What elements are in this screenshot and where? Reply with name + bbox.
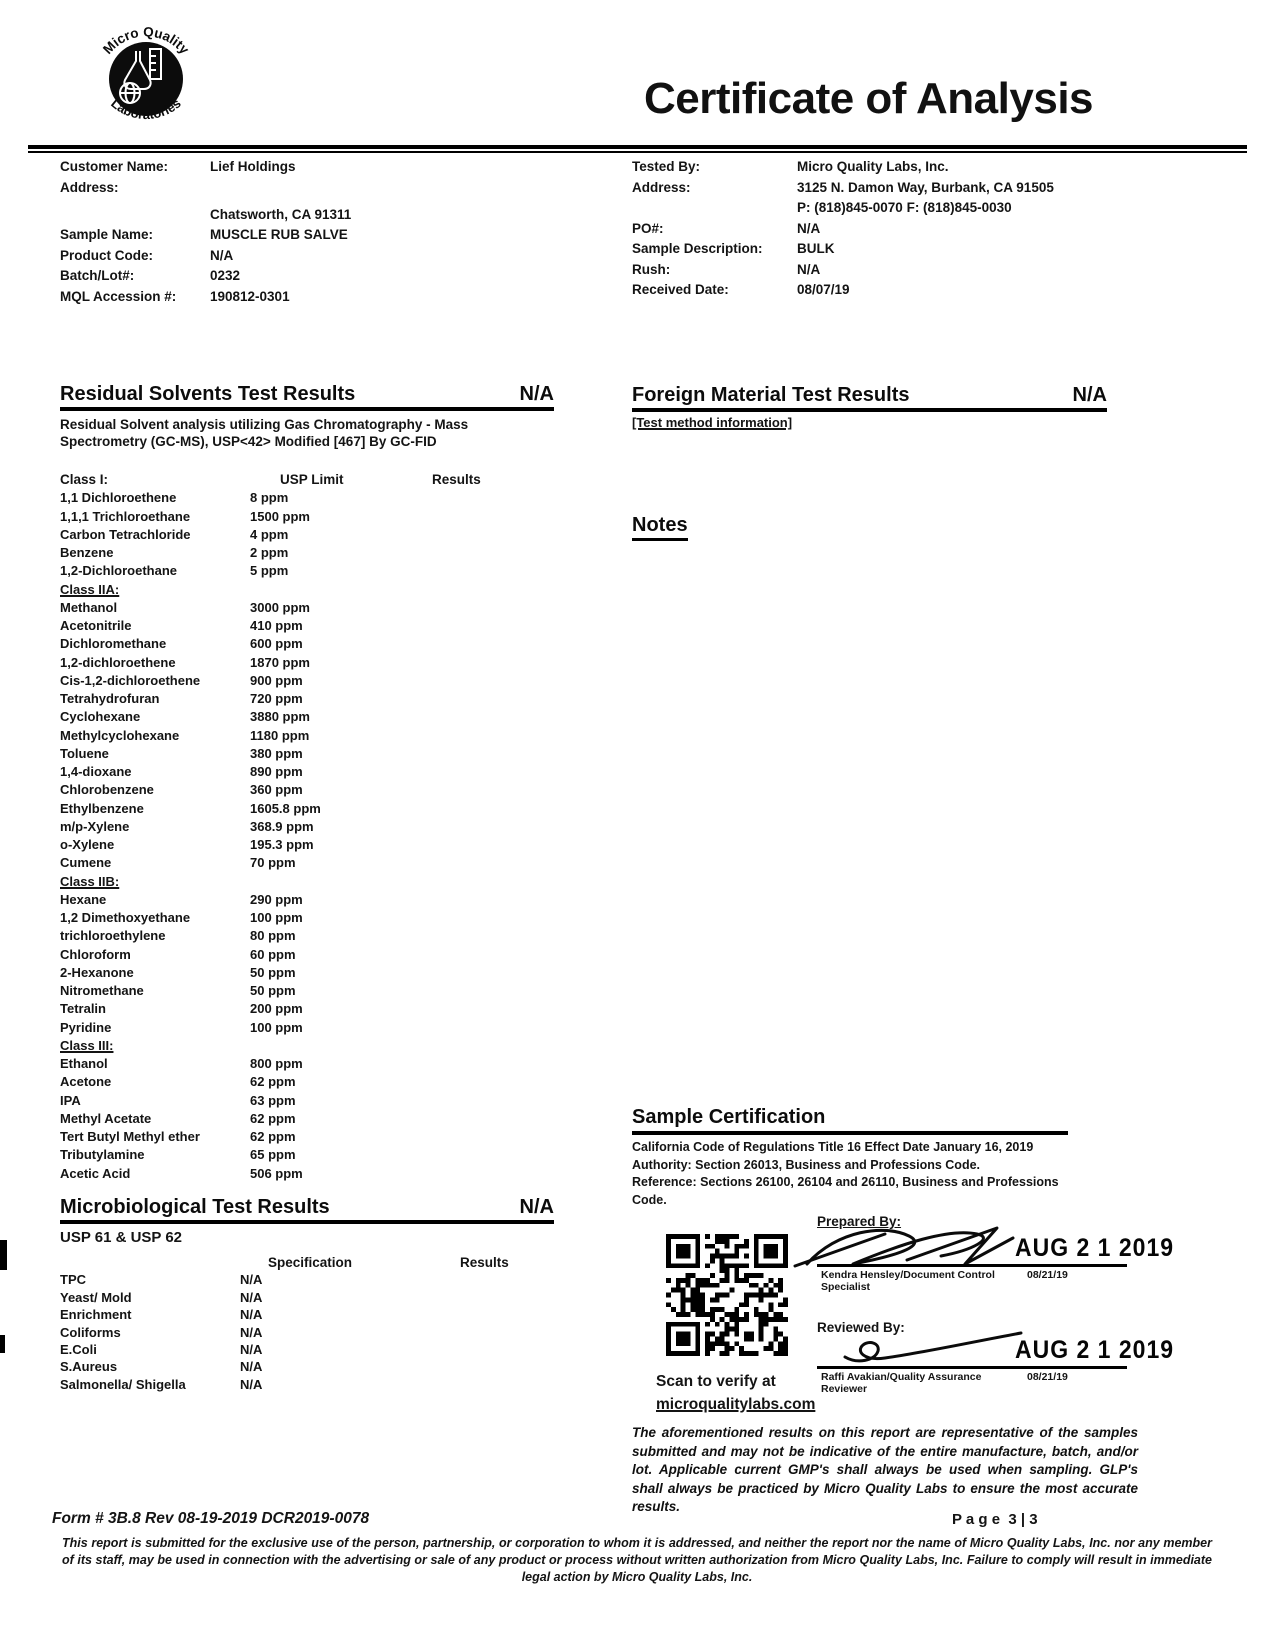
- scan-artifact: [0, 1335, 5, 1353]
- test-specification: N/A: [240, 1289, 263, 1305]
- info-label: Address:: [632, 179, 691, 195]
- document-title: Certificate of Analysis: [644, 74, 1094, 123]
- solvent-row: [60, 545, 554, 563]
- usp-limit: 70 ppm: [250, 855, 296, 871]
- info-row: [632, 179, 1247, 197]
- residual-method-text: Residual Solvent analysis utilizing Gas Chromatography - Mass Spectrometry (GC-MS), USP<42> Modified [467] By GC-FID: [60, 417, 469, 449]
- solvent-row: [60, 655, 554, 673]
- info-row: [60, 247, 620, 265]
- solvent-name: 1,1,1 Trichloroethane: [60, 508, 191, 524]
- solvent-row: [60, 947, 554, 965]
- solvent-name: Acetone: [60, 1074, 112, 1090]
- solvent-row: [60, 855, 554, 873]
- usp-limit: 62 ppm: [250, 1110, 296, 1126]
- logo-top-text: Micro Quality: [100, 24, 193, 57]
- solvent-class-row: [60, 582, 554, 600]
- status-na: N/A: [1072, 384, 1107, 406]
- solvent-name: m/p-Xylene: [60, 818, 130, 834]
- solvent-class-row: [60, 874, 554, 892]
- solvent-name: Cis-1,2-dichloroethene: [60, 672, 201, 688]
- microbiological-table: [60, 1255, 554, 1394]
- test-specification: N/A: [240, 1376, 263, 1392]
- usp-limit: 60 ppm: [250, 946, 296, 962]
- solvent-class-row: [60, 1038, 554, 1056]
- solvent-name: Ethylbenzene: [60, 800, 144, 816]
- solvent-name: Class IIB:: [60, 873, 120, 889]
- usp-limit: 65 ppm: [250, 1147, 296, 1163]
- certification-line: California Code of Regulations Title 16 Effect Date January 16, 2019: [632, 1140, 1034, 1154]
- section-title: Foreign Material Test Results: [632, 384, 910, 406]
- solvent-name: Methylcyclohexane: [60, 727, 180, 743]
- info-label: Sample Description:: [632, 241, 763, 256]
- solvent-name: Ethanol: [60, 1056, 108, 1071]
- solvent-name: Hexane: [60, 891, 107, 907]
- usp-limit: 62 ppm: [250, 1129, 296, 1144]
- reviewed-date: 08/21/19: [1027, 1371, 1068, 1383]
- usp-limit: 1180 ppm: [250, 727, 310, 743]
- solvent-row: [60, 490, 554, 508]
- usp-limit: 50 ppm: [250, 964, 296, 980]
- solvent-name: 1,2-Dichloroethane: [60, 563, 178, 579]
- micro-table-header: [60, 1255, 554, 1272]
- info-row: [60, 158, 620, 176]
- info-row: [632, 199, 1247, 217]
- info-row: [60, 206, 620, 224]
- residual-section-heading: [60, 383, 554, 411]
- info-value: N/A: [797, 261, 821, 277]
- notes-heading: Notes: [632, 514, 688, 541]
- solvent-name: 1,4-dioxane: [60, 764, 132, 779]
- usp-limit: 1870 ppm: [250, 654, 310, 670]
- info-label: Address:: [60, 179, 119, 195]
- usp-limit: 506 ppm: [250, 1165, 303, 1181]
- info-label: Product Code:: [60, 247, 153, 263]
- solvent-name: Toluene: [60, 745, 109, 761]
- usp-limit: 63 ppm: [250, 1092, 296, 1108]
- solvent-name: o-Xylene: [60, 837, 115, 852]
- solvent-name: Chloroform: [60, 946, 131, 962]
- solvent-row: [60, 509, 554, 527]
- results-header: Results: [432, 472, 481, 487]
- usp-limit: 4 ppm: [250, 526, 289, 542]
- usp-limit: 100 ppm: [250, 1019, 303, 1035]
- usp-limit: 200 ppm: [250, 1001, 303, 1017]
- solvent-row: [60, 1001, 554, 1019]
- status-na: N/A: [519, 1196, 554, 1218]
- solvent-name: Class III:: [60, 1037, 114, 1053]
- info-value: 3125 N. Damon Way, Burbank, CA 91505: [797, 179, 1054, 195]
- solvent-row: [60, 1147, 554, 1165]
- residual-solvents-section: [60, 383, 554, 1184]
- usp-limit: 600 ppm: [250, 636, 303, 652]
- solvent-row: [60, 1020, 554, 1038]
- info-row: [60, 226, 620, 244]
- solvent-name: Dichloromethane: [60, 636, 167, 652]
- foreign-method-text: [Test method information]: [632, 415, 793, 430]
- info-value: 0232: [210, 268, 241, 283]
- info-row: [632, 220, 1247, 238]
- info-value: N/A: [210, 247, 234, 263]
- usp-limit: 410 ppm: [250, 618, 303, 633]
- solvent-row: [60, 928, 554, 946]
- solvent-row: [60, 1111, 554, 1129]
- info-label: Customer Name:: [60, 159, 169, 174]
- solvent-name: Acetonitrile: [60, 618, 132, 633]
- usp-limit: 360 ppm: [250, 782, 303, 798]
- certification-heading: Sample Certification: [632, 1106, 1068, 1135]
- test-name: TPC: [60, 1272, 86, 1288]
- signature-line: [817, 1366, 1127, 1369]
- usp-limit: 50 ppm: [250, 983, 296, 998]
- test-specification: N/A: [240, 1341, 263, 1357]
- solvent-row: [60, 965, 554, 983]
- info-value: Chatsworth, CA 91311: [210, 206, 352, 222]
- test-name: Enrichment: [60, 1307, 132, 1323]
- test-result: [445, 1290, 554, 1307]
- solvent-name: Nitromethane: [60, 983, 144, 998]
- test-result: [445, 1325, 554, 1342]
- lab-info: [632, 158, 1247, 302]
- date-stamp: AUG 2 1 2019: [1015, 1232, 1175, 1262]
- certification-line: Authority: Section 26013, Business and Professions Code.: [632, 1157, 981, 1172]
- test-result: [445, 1307, 554, 1324]
- usp-limit: 62 ppm: [250, 1074, 296, 1090]
- solvent-row: [60, 1129, 554, 1147]
- usp-limit: 290 ppm: [250, 891, 303, 907]
- test-result: [445, 1377, 554, 1394]
- solvent-row: [60, 892, 554, 910]
- section-title: Residual Solvents Test Results: [60, 383, 356, 405]
- usp-limit: 380 ppm: [250, 745, 303, 761]
- test-result: [445, 1359, 554, 1376]
- solvent-name: Chlorobenzene: [60, 782, 154, 798]
- solvent-name: Pyridine: [60, 1019, 112, 1035]
- microbiological-section: [60, 1196, 554, 1394]
- usp-limit: 8 ppm: [250, 490, 289, 506]
- info-label: Rush:: [632, 261, 671, 277]
- solvent-name: Methanol: [60, 599, 118, 615]
- micro-test-row: [60, 1377, 554, 1394]
- foreign-section-heading: [632, 384, 1107, 412]
- info-row: [60, 267, 620, 285]
- solvent-row: [60, 910, 554, 928]
- solvent-name: 1,1 Dichloroethene: [60, 490, 177, 506]
- info-row: [60, 288, 620, 306]
- solvent-table-header: [60, 472, 554, 490]
- usp-limit: 720 ppm: [250, 691, 303, 706]
- usp-limit: 1500 ppm: [250, 508, 310, 524]
- scan-artifact: [0, 1240, 7, 1270]
- usp-limit: 890 ppm: [250, 764, 303, 779]
- date-stamp: AUG 2 1 2019: [1015, 1334, 1175, 1364]
- section-title: Microbiological Test Results: [60, 1196, 330, 1218]
- usp-limit: 2 ppm: [250, 545, 289, 560]
- info-label: [60, 206, 210, 224]
- solvent-row: [60, 600, 554, 618]
- solvent-name: Carbon Tetrachloride: [60, 526, 191, 542]
- info-row: [632, 281, 1247, 299]
- prepared-by-meta: [817, 1269, 1147, 1293]
- micro-test-row: [60, 1325, 554, 1342]
- micro-test-row: [60, 1342, 554, 1359]
- micro-test-row: [60, 1359, 554, 1376]
- info-label: Received Date:: [632, 282, 729, 297]
- info-row: [632, 261, 1247, 279]
- solvent-row: [60, 636, 554, 654]
- test-specification: N/A: [240, 1324, 263, 1340]
- prepared-by-block: [817, 1214, 1237, 1314]
- solvent-name: 2-Hexanone: [60, 964, 134, 980]
- preparer-name: Kendra Hensley/Document Control Specialist: [821, 1269, 995, 1293]
- solvent-row: [60, 819, 554, 837]
- info-label: MQL Accession #:: [60, 288, 177, 304]
- usp-limit: 5 ppm: [250, 563, 289, 579]
- solvent-name: Tetralin: [60, 1001, 106, 1017]
- test-name: Coliforms: [60, 1324, 121, 1340]
- results-header: Results: [460, 1255, 509, 1270]
- reviewer-name: Raffi Avakian/Quality Assurance Reviewer: [821, 1371, 982, 1395]
- usp-limit: 100 ppm: [250, 910, 303, 925]
- info-value: MUSCLE RUB SALVE: [210, 227, 348, 242]
- usp-limit: 80 ppm: [250, 928, 296, 944]
- certification-line: Reference: Sections 26100, 26104 and 26110, Business and Professions Code.: [632, 1175, 1059, 1207]
- solvent-name: Cyclohexane: [60, 709, 141, 725]
- signature-line: [817, 1264, 1127, 1267]
- usp-limit: 195.3 ppm: [250, 837, 314, 852]
- info-label: Batch/Lot#:: [60, 268, 135, 283]
- test-specification: N/A: [240, 1359, 263, 1375]
- usp-limit: 900 ppm: [250, 672, 303, 688]
- micro-test-row: [60, 1290, 554, 1307]
- solvent-row: [60, 764, 554, 782]
- usp-limit: 3880 ppm: [250, 709, 310, 725]
- micro-section-heading: [60, 1196, 554, 1224]
- info-value: 08/07/19: [797, 282, 850, 297]
- test-result: [445, 1342, 554, 1359]
- sample-certification-section: [632, 1106, 1068, 1209]
- solvent-row: [60, 673, 554, 691]
- form-number: Form # 3B.8 Rev 08-19-2019 DCR2019-0078: [52, 1510, 370, 1527]
- info-value: P: (818)845-0070 F: (818)845-0030: [797, 200, 1012, 215]
- test-name: Salmonella/ Shigella: [60, 1376, 186, 1392]
- lab-logo: [86, 14, 206, 146]
- solvent-row: [60, 527, 554, 545]
- residual-solvents-table: [60, 472, 554, 1184]
- info-row: [60, 179, 620, 197]
- status-na: N/A: [519, 383, 554, 405]
- info-value: [210, 179, 620, 197]
- solvent-name: 1,2 Dimethoxyethane: [60, 910, 191, 925]
- solvent-name: Acetic Acid: [60, 1165, 131, 1181]
- certification-text: [632, 1139, 1084, 1209]
- usp-subheading: USP 61 & USP 62: [60, 1229, 183, 1246]
- reviewed-by-block: [817, 1320, 1237, 1420]
- solvent-row: [60, 1056, 554, 1074]
- info-row: [632, 158, 1247, 176]
- foreign-material-section: [632, 384, 1107, 430]
- usp-limit: 800 ppm: [250, 1056, 303, 1071]
- solvent-row: [60, 837, 554, 855]
- solvent-row: [60, 728, 554, 746]
- test-name: Yeast/ Mold: [60, 1289, 132, 1305]
- solvent-name: Class IIA:: [60, 581, 120, 597]
- results-disclaimer: The aforementioned results on this report are representative of the samples submitted and may not be indicative of the entire manufacture, batch, and/or lot. Applicable current GMP's shall always be used when sampling. GLP's shall always be practiced by Micro Quality Labs to ensure the most accurate results.: [632, 1425, 1138, 1515]
- info-value: 190812-0301: [210, 288, 290, 304]
- solvent-name: Tert Butyl Methyl ether: [60, 1129, 200, 1144]
- solvent-row: [60, 782, 554, 800]
- test-specification: N/A: [240, 1272, 263, 1288]
- info-label: Sample Name:: [60, 227, 154, 242]
- class-label: Class I:: [60, 472, 109, 487]
- logo-bottom-text: Laboratories: [108, 95, 184, 123]
- customer-info: [60, 158, 620, 308]
- solvent-row: [60, 746, 554, 764]
- micro-test-row: [60, 1307, 554, 1324]
- test-result: [445, 1272, 554, 1289]
- solvent-row: [60, 801, 554, 819]
- info-label: Tested By:: [632, 159, 701, 174]
- test-specification: N/A: [240, 1307, 263, 1323]
- solvent-name: Tetrahydrofuran: [60, 691, 160, 706]
- micro-test-row: [60, 1272, 554, 1289]
- usp-limit: 1605.8 ppm: [250, 800, 321, 816]
- solvent-name: Methyl Acetate: [60, 1110, 152, 1126]
- test-name: S.Aureus: [60, 1359, 118, 1375]
- info-value: N/A: [797, 220, 821, 236]
- test-name: E.Coli: [60, 1341, 97, 1357]
- info-value: Micro Quality Labs, Inc.: [797, 159, 949, 174]
- reviewed-by-label: Reviewed By:: [817, 1320, 905, 1335]
- solvent-name: Benzene: [60, 545, 114, 560]
- solvent-name: 1,2-dichloroethene: [60, 654, 176, 670]
- solvent-row: [60, 1074, 554, 1092]
- info-value: BULK: [797, 241, 835, 256]
- usp-limit-header: USP Limit: [280, 472, 344, 487]
- info-value: Lief Holdings: [210, 159, 296, 174]
- page-number: P a g e 3 | 3: [952, 1511, 1038, 1528]
- solvent-name: trichloroethylene: [60, 928, 166, 944]
- reviewed-by-meta: [817, 1371, 1147, 1395]
- solvent-row: [60, 1166, 554, 1184]
- solvent-name: Tributylamine: [60, 1147, 145, 1163]
- prepared-date: 08/21/19: [1027, 1269, 1068, 1281]
- solvent-name: IPA: [60, 1092, 81, 1108]
- info-label: [632, 199, 797, 217]
- footer-legal-text: This report is submitted for the exclusive use of the person, partnership, or corporation to whom it is addressed, and neither the report nor the name of Micro Quality Labs, Inc. nor any member of its staff, may be used in connection with the advertising or sale of any product or process without written authorization from Micro Quality Labs, Inc. Failure to comply will result in immediate legal action by Micro Quality Labs, Inc.: [62, 1536, 1212, 1584]
- scan-label: Scan to verify at: [656, 1373, 776, 1390]
- scan-to-verify: [656, 1370, 815, 1416]
- usp-limit: 3000 ppm: [250, 599, 310, 615]
- info-row: [632, 240, 1247, 258]
- solvent-row: [60, 983, 554, 1001]
- solvent-row: [60, 691, 554, 709]
- solvent-row: [60, 709, 554, 727]
- prepared-by-label: Prepared By:: [817, 1214, 902, 1229]
- solvent-name: Cumene: [60, 855, 112, 871]
- usp-limit: 368.9 ppm: [250, 818, 314, 834]
- specification-header: Specification: [268, 1255, 353, 1270]
- info-label: PO#:: [632, 220, 664, 236]
- solvent-row: [60, 618, 554, 636]
- verify-link: microqualitylabs.com: [656, 1396, 816, 1413]
- solvent-row: [60, 563, 554, 581]
- qr-code: [666, 1234, 788, 1356]
- header-divider: [28, 145, 1247, 153]
- reviewed-signature: [837, 1329, 1027, 1365]
- solvent-row: [60, 1093, 554, 1111]
